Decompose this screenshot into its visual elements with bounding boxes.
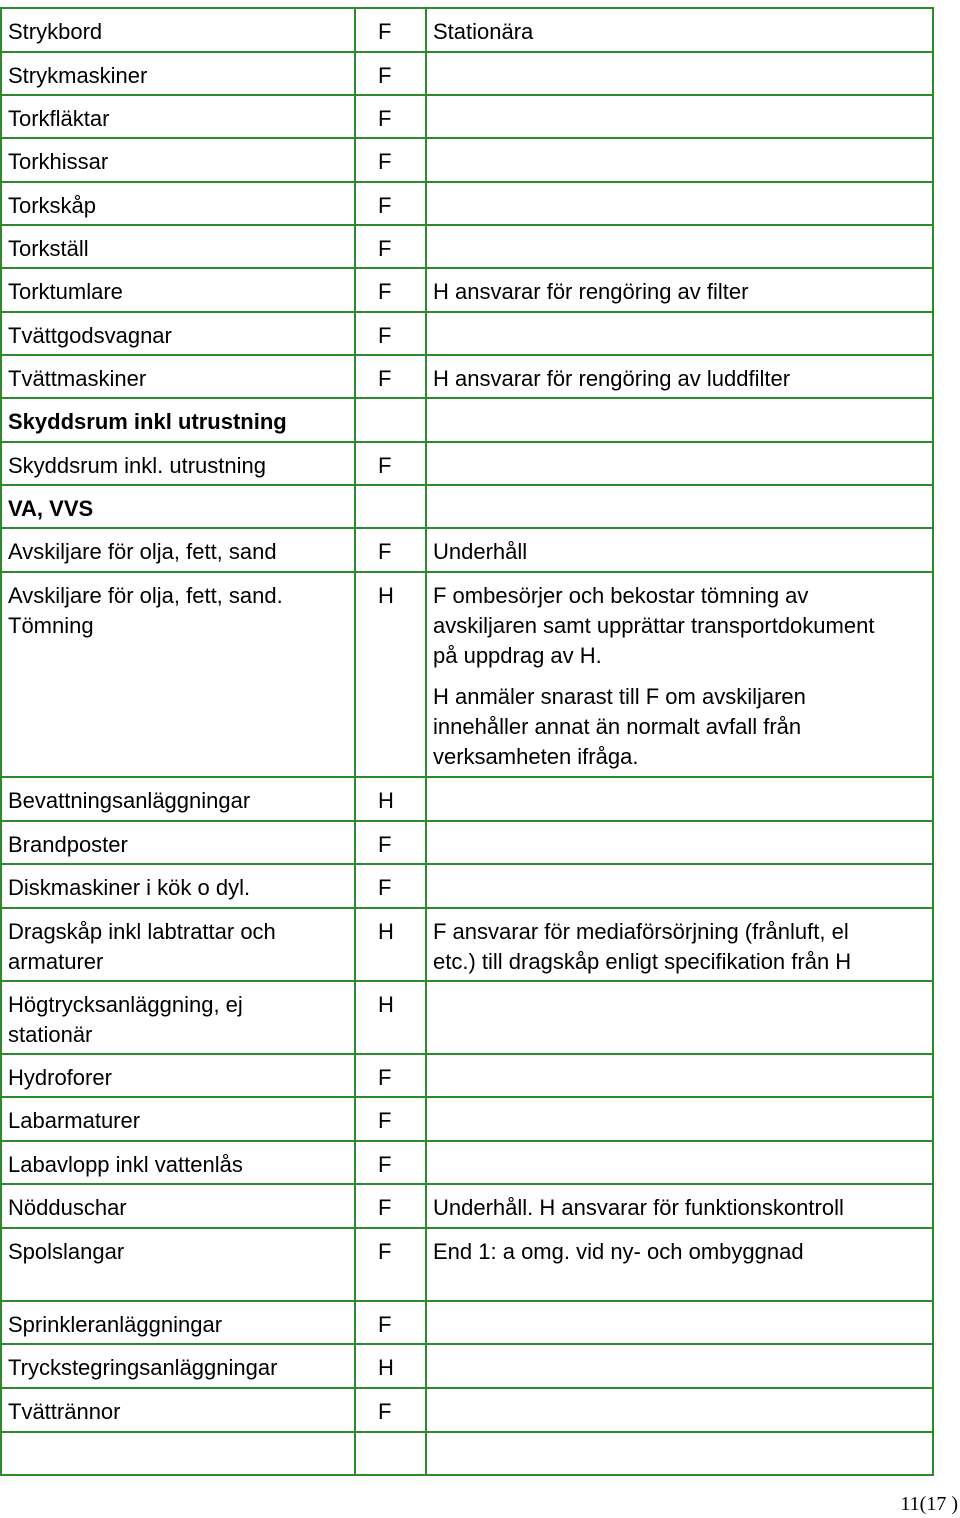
item-name: Tvättgodsvagnar [8,323,172,348]
table-border-vertical [425,7,427,1476]
item-name: Spolslangar [8,1239,125,1264]
note-text: H ansvarar för rengöring av luddfilter [433,366,791,391]
table-row [0,1301,935,1344]
item-name: Högtrycksanläggning, ej stationär [8,992,243,1047]
item-name-cell [0,268,355,307]
table-border-vertical [932,7,934,1476]
responsibility-cell [378,1228,418,1267]
table-border-horizontal [0,441,934,443]
responsibility-cell [378,528,418,567]
responsibility-value: F [378,1312,392,1337]
note-cell [425,1344,935,1353]
table-border-horizontal [0,1183,934,1185]
item-name: Sprinkleranläggningar [8,1312,223,1337]
note-cell [425,908,935,977]
table-border-horizontal [0,1227,934,1229]
responsibility-cell [378,1344,418,1383]
table-border-horizontal [0,484,934,486]
item-name-cell [0,312,355,351]
table-border-horizontal [0,820,934,822]
table-border-horizontal [0,863,934,865]
item-name: Bevattningsanläggningar [8,788,251,813]
item-name-cell [0,821,355,860]
table-border-horizontal [0,51,934,53]
responsibility-cell [378,1054,418,1093]
note-text: End 1: a omg. vid ny- och ombyggnad [433,1239,804,1264]
responsibility-value: F [378,236,392,261]
responsibility-value: F [378,539,392,564]
responsibility-cell [378,821,418,860]
responsibility-cell [378,485,418,494]
responsibility-cell [378,777,418,816]
table-border-horizontal [0,1474,934,1476]
responsibility-value: F [378,1399,392,1424]
responsibility-value: F [378,875,392,900]
item-name-cell [0,528,355,567]
item-name-cell [0,1388,355,1427]
table-row [0,1344,935,1388]
item-name: Avskiljare för olja, fett, sand. Tömning [8,583,283,638]
note-text: Underhåll [433,539,528,564]
note-cell [425,138,935,147]
responsibility-cell [378,312,418,351]
responsibility-value: F [378,149,392,174]
item-name-cell [0,95,355,134]
responsibility-value: H [378,992,394,1017]
table-border-horizontal [0,1343,934,1345]
note-cell [425,1054,935,1063]
item-name-cell [0,442,355,481]
item-name-cell [0,182,355,221]
responsibility-cell [378,572,418,611]
item-name: Torkhissar [8,149,109,174]
table-row [0,864,935,908]
table-row [0,355,935,398]
responsibility-value: F [378,1239,392,1264]
item-name: Labavlopp inkl vattenlås [8,1152,243,1177]
item-name: Avskiljare för olja, fett, sand [8,539,277,564]
responsibility-cell [378,1432,418,1441]
table-row [0,1141,935,1184]
item-name-cell [0,1344,355,1383]
item-name-cell [0,398,355,437]
item-name-cell [0,1301,355,1340]
table-border-horizontal [0,571,934,573]
note-cell [425,225,935,234]
responsibility-value: F [378,453,392,478]
table-row [0,138,935,182]
table-border-horizontal [0,397,934,399]
item-name: Torkskåp [8,193,97,218]
responsibility-value: F [378,279,392,304]
responsibility-cell [378,182,418,221]
responsibility-cell [378,8,418,47]
note-text-secondary: H anmäler snarast till F om avskiljaren innehåller annat än normalt avfall från verksamheten ifråga. [433,684,806,769]
item-name: Torkställ [8,236,89,261]
note-cell [425,312,935,321]
responsibility-cell [378,355,418,394]
item-name: Diskmaskiner i kök o dyl. [8,875,251,900]
note-cell [425,182,935,191]
responsibility-value: H [378,919,394,944]
item-name: Strykbord [8,19,103,44]
table-row [0,572,935,777]
item-name: Torktumlare [8,279,123,304]
note-cell [425,1228,935,1267]
table-row [0,8,935,52]
table-row [0,528,935,572]
responsibility-cell [378,1301,418,1340]
responsibility-value: H [378,1355,394,1380]
table-row [0,1054,935,1097]
note-cell [425,485,935,494]
note-cell [425,777,935,786]
item-name-cell [0,1184,355,1223]
note-cell [425,1141,935,1150]
responsibility-value: F [378,106,392,131]
responsibility-cell [378,268,418,307]
responsibility-value: F [378,323,392,348]
item-name-cell [0,572,355,641]
note-cell [425,442,935,451]
table-row [0,821,935,864]
responsibility-value: F [378,832,392,857]
note-cell [425,528,935,567]
note-cell [425,8,935,47]
page-number: 11(17 ) [900,1493,958,1515]
table-row [0,1388,935,1432]
item-name: Torkfläktar [8,106,110,131]
item-name-cell [0,908,355,977]
table-border-horizontal [0,1387,934,1389]
table-row [0,398,935,442]
table-row [0,777,935,821]
responsibility-cell [378,1141,418,1180]
responsibility-value: F [378,19,392,44]
item-name: Strykmaskiner [8,63,148,88]
item-name-cell [0,1432,355,1441]
table-border-horizontal [0,1431,934,1433]
note-cell [425,572,935,772]
table-border-horizontal [0,181,934,183]
table-row [0,908,935,981]
responsibility-cell [378,1388,418,1427]
table-border-horizontal [0,907,934,909]
item-name-cell [0,355,355,394]
note-cell [425,1388,935,1397]
table-row [0,1432,935,1475]
table-border-horizontal [0,1096,934,1098]
table-border-horizontal [0,354,934,356]
item-name-cell [0,8,355,47]
table-border-horizontal [0,137,934,139]
item-name: Hydroforer [8,1065,112,1090]
table-row [0,1184,935,1228]
responsibility-value: H [378,788,394,813]
note-cell [425,981,935,990]
note-cell [425,1184,935,1223]
note-text: F ombesörjer och bekostar tömning av avskiljaren samt upprättar transportdokument på uppdrag av H. [433,583,875,668]
responsibility-cell [378,398,418,407]
item-name-cell [0,485,355,524]
responsibility-cell [378,1184,418,1223]
table-border-horizontal [0,267,934,269]
responsibility-cell [378,908,418,947]
responsibility-cell [378,225,418,264]
responsibility-cell [378,981,418,1020]
responsibility-cell [378,138,418,177]
note-text: Underhåll. H ansvarar för funktionskontroll [433,1195,844,1220]
table-border-horizontal [0,7,934,9]
responsibility-value: F [378,1108,392,1133]
table-row [0,225,935,268]
table-border-horizontal [0,311,934,313]
item-name-cell [0,138,355,177]
responsibility-value: F [378,193,392,218]
item-name-cell [0,1141,355,1180]
responsibility-value: F [378,1195,392,1220]
table-row [0,52,935,95]
note-text: F ansvarar för mediaförsörjning (frånluft, el etc.) till dragskåp enligt specifikation från H [433,919,852,974]
table-border-horizontal [0,1140,934,1142]
table-border-vertical [354,7,356,1476]
table-border-horizontal [0,1300,934,1302]
item-name-cell [0,1097,355,1136]
item-name-cell [0,981,355,1050]
table-row [0,268,935,312]
table-row [0,312,935,355]
item-name-cell [0,1054,355,1093]
item-name: Nödduschar [8,1195,127,1220]
item-name-cell [0,777,355,816]
table-border-horizontal [0,776,934,778]
item-name: Skyddsrum inkl. utrustning [8,453,266,478]
table-border-horizontal [0,1053,934,1055]
item-name: VA, VVS [8,496,94,521]
note-text: H ansvarar för rengöring av filter [433,279,749,304]
responsibility-cell [378,1097,418,1136]
table-border-horizontal [0,527,934,529]
table-row [0,95,935,138]
item-name: Skyddsrum inkl utrustning [8,409,287,434]
responsibility-cell [378,864,418,903]
responsibility-value: H [378,583,394,608]
table-border-horizontal [0,980,934,982]
table-row [0,485,935,528]
note-cell [425,95,935,104]
responsibility-value: F [378,1152,392,1177]
responsibility-value: F [378,1065,392,1090]
table-row [0,442,935,485]
table-row [0,182,935,225]
note-cell [425,52,935,61]
item-name-cell [0,52,355,91]
item-name: Tryckstegringsanläggningar [8,1355,278,1380]
note-cell [425,1301,935,1310]
note-text: Stationära [433,19,534,44]
table-row [0,1228,935,1301]
responsibility-cell [378,442,418,481]
note-cell [425,864,935,873]
table-row [0,1097,935,1141]
table-border-horizontal [0,94,934,96]
note-cell [425,821,935,830]
note-cell [425,355,935,394]
note-cell [425,268,935,307]
responsibility-value: F [378,63,392,88]
item-name-cell [0,864,355,903]
table-border-vertical [0,7,2,1476]
table-row [0,981,935,1054]
item-name: Brandposter [8,832,128,857]
table-border-horizontal [0,224,934,226]
note-cell [425,1432,935,1441]
responsibility-cell [378,52,418,91]
item-name: Tvättrännor [8,1399,121,1424]
item-name: Dragskåp inkl labtrattar och armaturer [8,919,276,974]
item-name-cell [0,1228,355,1267]
responsibility-value: F [378,366,392,391]
item-name-cell [0,225,355,264]
note-cell [425,398,935,407]
item-name: Tvättmaskiner [8,366,147,391]
item-name: Labarmaturer [8,1108,141,1133]
note-cell [425,1097,935,1106]
responsibility-cell [378,95,418,134]
